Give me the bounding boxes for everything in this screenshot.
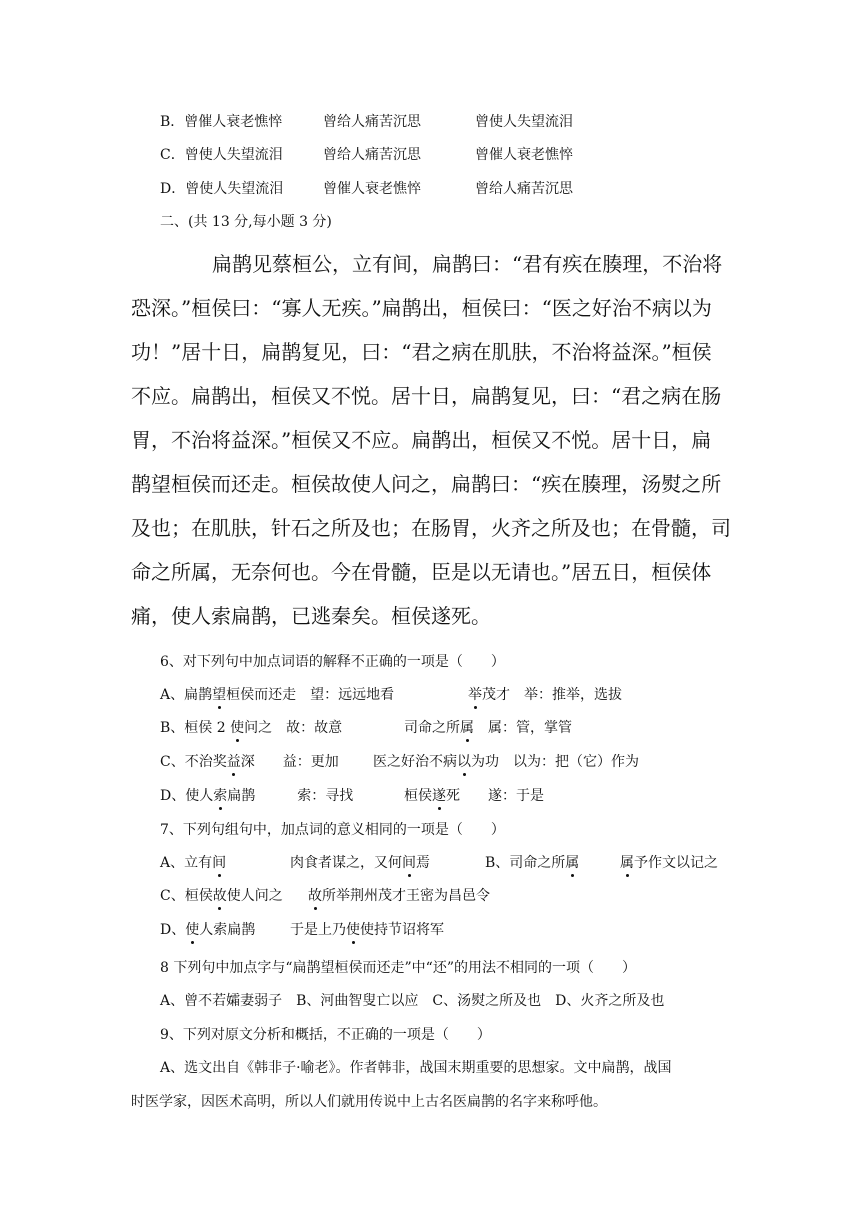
q9-option-a-line2: 时医学家，因医术高明，所以人们就用传说中上古名医扁鹊的名字来称呼他。 — [131, 1094, 607, 1110]
option-c-col3: 曾催人衰老憔悴 — [475, 147, 573, 163]
passage-line: 鹊望桓侯而还走。桓侯故使人问之，扁鹊曰：“疾在腠理，汤熨之所 — [131, 472, 722, 496]
passage-line: 命之所属，无奈何也。今在骨髓，臣是以无请也。”居五日，桓侯体 — [131, 560, 712, 584]
dotted-char: 属 — [620, 855, 634, 871]
passage-line: 恐深。”桓侯曰：“寡人无疾。”扁鹊出，桓侯曰：“医之好治不病以为 — [131, 296, 712, 320]
dotted-char: 属 — [565, 855, 580, 871]
q7-b-part1: B、司命之所属 — [485, 855, 580, 871]
passage-line: 及也；在肌肤，针石之所及也；在肠胃，火齐之所及也；在骨髓，司 — [131, 516, 731, 540]
section-heading: 二、(共 13 分,每小题 3 分) — [160, 214, 332, 230]
option-d-col1: D．曾使人失望流泪 — [160, 181, 284, 197]
q6-stem: 6、对下列句中加点词语的解释不正确的一项是（ ） — [160, 654, 505, 670]
dotted-char: 使 — [185, 922, 200, 938]
dotted-char: 属 — [460, 720, 474, 736]
q6-c-part1: C、不治奖益深 益：更加 — [160, 754, 339, 770]
passage-line: 不应。扁鹊出，桓侯又不悦。居十日，扁鹊复见，曰：“君之病在肠 — [131, 384, 722, 408]
q7-c-part1: C、桓侯故使人问之 — [160, 888, 283, 904]
q9-option-a-line1: A、选文出自《韩非子·喻老》。作者韩非，战国末期重要的思想家。文中扁鹊，战国 — [160, 1060, 672, 1076]
q7-d-part1: D、使人索扁鹊 — [160, 922, 256, 938]
option-b-col3: 曾使人失望流泪 — [475, 114, 573, 130]
q6-a-part2: 举茂才 举：推举，选拔 — [468, 687, 622, 703]
q7-stem: 7、下列句组句中，加点词的意义相同的一项是（ ） — [160, 822, 505, 838]
q6-b-part1: B、桓侯 2 使问之 故：故意 — [160, 720, 343, 736]
q6-d-part1: D、使人索扁鹊 索：寻找 — [160, 788, 354, 804]
q8-options: A、曾不若孀妻弱子 B、河曲智叟亡以应 C、汤熨之所及也 D、火齐之所及也 — [160, 993, 665, 1009]
dotted-char: 望 — [212, 687, 227, 703]
q9-stem: 9、下列对原文分析和概括，不正确的一项是（ ） — [160, 1027, 491, 1043]
q6-d-part2: 桓侯遂死 遂：于是 — [404, 788, 544, 804]
dotted-char: 故 — [212, 888, 227, 904]
q7-d-part2: 于是上乃使使持节诏将军 — [290, 922, 444, 938]
option-b-col2: 曾给人痛苦沉思 — [323, 114, 421, 130]
q7-a-part1: A、立有间 — [160, 855, 227, 871]
option-c-col2: 曾给人痛苦沉思 — [323, 147, 421, 163]
dotted-char: 故 — [308, 888, 322, 904]
passage-line: 胃，不治将益深。”桓侯又不应。扁鹊出，桓侯又不悦。居十日，扁 — [131, 428, 712, 452]
q6-b-part2: 司命之所属 属：管，掌管 — [404, 720, 572, 736]
q7-c-part2: 故所举荆州茂才王密为昌邑令 — [308, 888, 490, 904]
option-b-col1: B．曾催人衰老憔悴 — [160, 114, 283, 130]
dotted-char: 使 — [346, 922, 360, 938]
dotted-char: 举 — [468, 687, 482, 703]
option-d-col2: 曾催人衰老憔悴 — [323, 181, 421, 197]
option-c-col1: C．曾使人失望流泪 — [160, 147, 283, 163]
q8-stem: 8 下列句中加点字与“扁鹊望桓侯而还走”中“还”的用法不相同的一项（ ） — [160, 960, 636, 976]
q7-b-part2: 属予作文以记之 — [620, 855, 718, 871]
dotted-char: 益 — [226, 754, 241, 770]
passage-line: 扁鹊见蔡桓公，立有间，扁鹊曰：“君有疾在腠理，不治将 — [212, 252, 723, 276]
q6-c-part2: 医之好治不病以为功 以为：把（它）作为 — [373, 754, 639, 770]
dotted-char: 间 — [212, 855, 227, 871]
dotted-char: 使 — [230, 720, 245, 736]
q6-a-part1: A、扁鹊望桓侯而还走 望：远远地看 — [160, 687, 395, 703]
dotted-char: 以 — [457, 754, 471, 770]
passage-line: 痛，使人索扁鹊，已逃秦矣。桓侯遂死。 — [131, 604, 491, 628]
passage-line: 功！”居十日，扁鹊复见，曰：“君之病在肌肤，不治将益深。”桓侯 — [131, 340, 712, 364]
dotted-char: 遂 — [432, 788, 446, 804]
option-d-col3: 曾给人痛苦沉思 — [475, 181, 573, 197]
dotted-char: 间 — [402, 855, 416, 871]
dotted-char: 索 — [213, 788, 228, 804]
q7-a-part2: 肉食者谋之，又何间焉 — [290, 855, 430, 871]
